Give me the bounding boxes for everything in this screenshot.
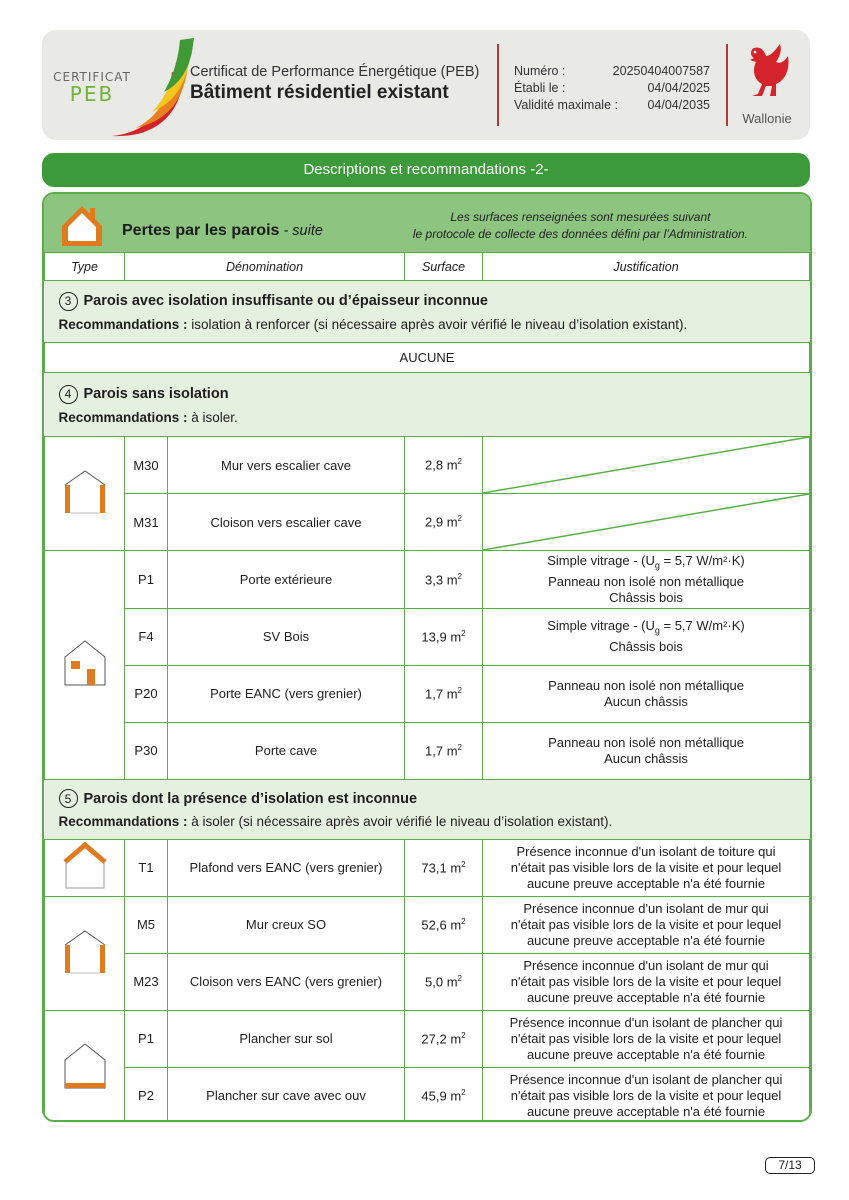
title-main: Bâtiment résidentiel existant [190,82,449,103]
wall-name: Porte extérieure [168,551,405,609]
group-3-header: 3 Parois avec isolation insuffisante ou d’épaisseur inconnue Recommandations : isolation à renforcer (si nécessaire après avoir vérifié le niveau d’isolation existant). [45,281,810,343]
type-cell [45,896,125,1010]
panel-note: Les surfaces renseignées sont mesurées suivant le protocole de collecte des données défini par l'Administration. [412,210,748,241]
peb-logo [46,70,138,106]
floor-type-icon [63,1042,107,1090]
table-row [45,437,810,494]
justification: Simple vitrage - ($U_g = 5,7$ W/m²·K) Panneau non isolé non métallique Châssis bois [483,551,810,609]
wall-surface: 1,7 $m^2$ [405,665,483,722]
table-row [45,665,810,722]
wall-code: P20 [125,665,168,722]
wall-code: P1 [125,551,168,609]
table-row [45,953,810,1010]
wall-surface: 27,2 $m^2$ [405,1010,483,1067]
group-number-badge: 5 [59,789,78,808]
roof-type-icon [63,842,107,890]
wall-code: P2 [125,1067,168,1122]
wall-name: Cloison vers EANC (vers grenier) [168,953,405,1010]
justification: Présence inconnue d'un isolant de plancher qui n'était pas visible lors de la visite et pour lequel aucune preuve acceptable n'a été fournie [483,1010,810,1067]
wall-surface: 5,0 $m^2$ [405,953,483,1010]
justification: Simple vitrage - ($U_g = 5,7$ W/m²·K) Châssis bois [483,608,810,665]
wall-surface: 3,3 $m^2$ [405,551,483,609]
wall-code: F4 [125,608,168,665]
wall-name: Mur vers escalier cave [168,437,405,494]
table-row [45,551,810,609]
wall-code: M23 [125,953,168,1010]
justification: Panneau non isolé non métallique Aucun châssis [483,665,810,722]
justification: Présence inconnue d'un isolant de mur qui n'était pas visible lors de la visite et pour lequel aucune preuve acceptable n'a été fournie [483,953,810,1010]
wall-surface: 13,9 $m^2$ [405,608,483,665]
table-row [45,1067,810,1122]
group-4-header: 4 Parois sans isolation Recommandations : à isoler. [45,373,810,437]
justification: Présence inconnue d'un isolant de mur qui n'était pas visible lors de la visite et pour lequel aucune preuve acceptable n'a été fournie [483,896,810,953]
certificate-header [42,30,810,140]
logo-line-certificat: CERTIFICAT [53,70,131,84]
table-row [45,839,810,896]
type-cell [45,437,125,551]
door-window-type-icon [63,639,107,687]
col-justification: Justification [483,253,810,281]
group-number-badge: 4 [59,385,78,404]
wall-surface: 52,6 $m^2$ [405,896,483,953]
col-denomination: Dénomination [125,253,405,281]
table-row [45,494,810,551]
wall-code: T1 [125,839,168,896]
table-row [45,722,810,779]
wall-name: Plancher sur sol [168,1010,405,1067]
wall-code: P30 [125,722,168,779]
table-row [45,1010,810,1067]
justification: Panneau non isolé non métallique Aucun châssis [483,722,810,779]
col-surface: Surface [405,253,483,281]
group-5-header: 5 Parois dont la présence d’isolation est inconnue Recommandations : à isoler (si nécessaire après avoir vérifié le niveau d’isolation existant). [45,779,810,839]
wall-name: Porte EANC (vers grenier) [168,665,405,722]
wall-surface: 2,8 $m^2$ [405,437,483,494]
wall-surface: 73,1 $m^2$ [405,839,483,896]
wall-name: Cloison vers escalier cave [168,494,405,551]
table-row [45,608,810,665]
page-number: 7/13 [765,1157,815,1174]
panel-title: Pertes par les parois - suite [122,222,323,239]
table-row [45,896,810,953]
region-name: Wallonie [742,111,792,126]
wall-surface: 45,9 $m^2$ [405,1067,483,1122]
title-subtitle: Certificat de Performance Énergétique (PEB) [190,64,480,80]
wall-code: M30 [125,437,168,494]
wall-name: Mur creux SO [168,896,405,953]
wallonie-logo [736,42,798,126]
wall-type-icon [63,469,107,515]
wall-surface: 2,9 $m^2$ [405,494,483,551]
type-cell [45,839,125,896]
certificate-meta [514,63,710,114]
type-cell [45,1010,125,1122]
section-title-bar: Descriptions et recommandations -2- [42,153,810,187]
rooster-icon [740,42,794,104]
wall-surface: 1,7 $m^2$ [405,722,483,779]
justification-na [483,437,810,494]
justification-na [483,494,810,551]
meta-validite: Validité maximale : 04/04/2035 [514,98,710,112]
header-divider-2 [726,44,728,126]
header-divider [497,44,499,126]
wall-code: M5 [125,896,168,953]
logo-line-peb: PEB [69,82,115,106]
house-orange-icon [60,204,104,248]
walls-table [44,252,810,1122]
meta-etabli: Établi le : 04/04/2025 [514,81,710,95]
meta-numero: Numéro : 20250404007587 [514,64,710,78]
type-cell [45,551,125,780]
wall-name: Plancher sur cave avec ouv [168,1067,405,1122]
group-number-badge: 3 [59,292,78,311]
col-type: Type [45,253,125,281]
walls-losses-panel [42,192,812,1122]
wall-code: M31 [125,494,168,551]
wall-name: Plafond vers EANC (vers grenier) [168,839,405,896]
document-title [190,64,479,104]
table-header-row [45,253,810,281]
wall-name: Porte cave [168,722,405,779]
wall-name: SV Bois [168,608,405,665]
justification: Présence inconnue d'un isolant de toiture qui n'était pas visible lors de la visite et pour lequel aucune preuve acceptable n'a été fournie [483,839,810,896]
wall-code: P1 [125,1010,168,1067]
panel-header [44,194,810,252]
group-3-empty-row [45,343,810,373]
wall-type-icon [63,929,107,975]
justification: Présence inconnue d'un isolant de plancher qui n'était pas visible lors de la visite et pour lequel aucune preuve acceptable n'a été fournie [483,1067,810,1122]
empty-label: AUCUNE [45,343,810,373]
